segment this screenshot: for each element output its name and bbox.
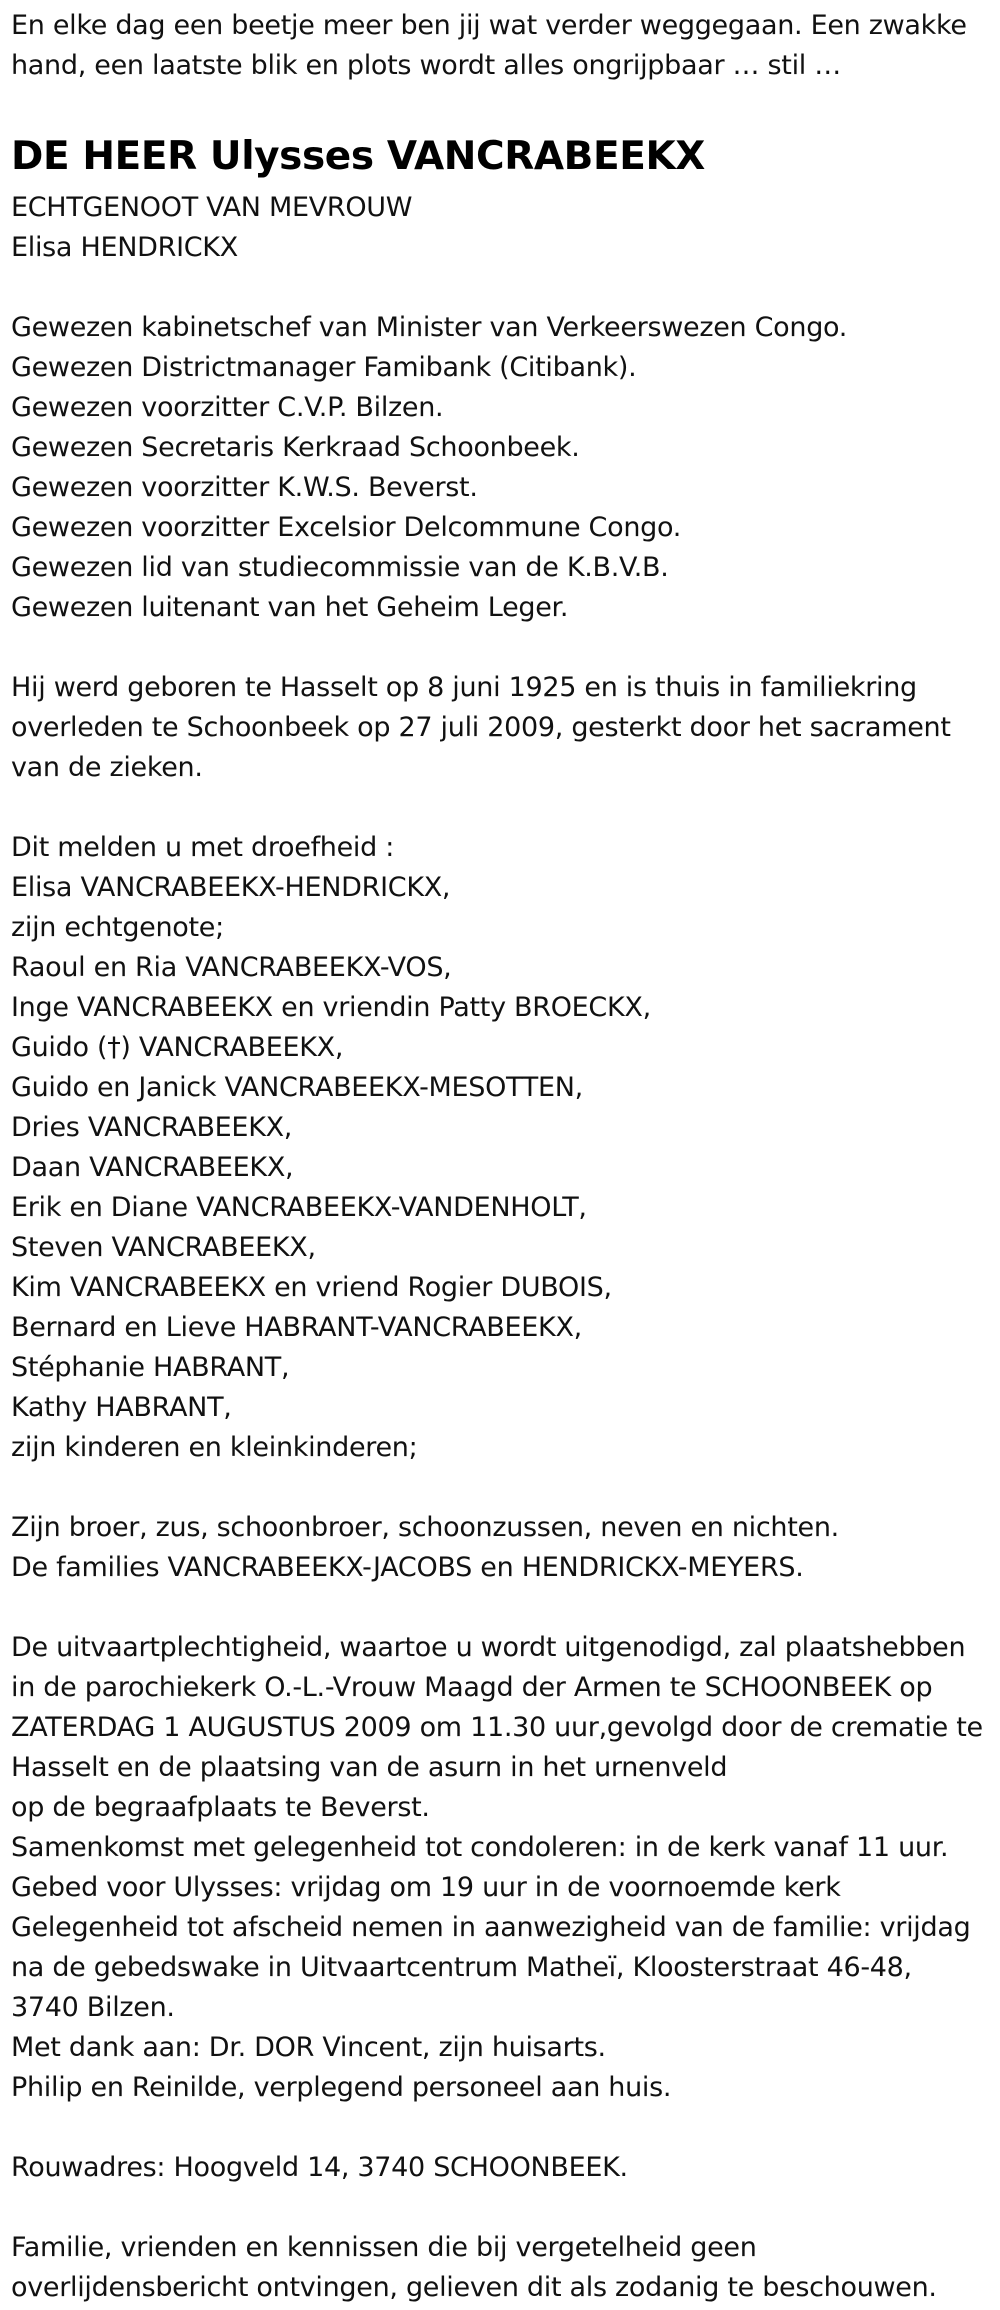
career-item: Gewezen voorzitter Excelsior Delcommune Congo. [11,512,681,543]
career-item: Gewezen lid van studiecommissie van de K.B.V.B. [11,552,669,583]
mourner-item: Bernard en Lieve HABRANT-VANCRABEEKX, [11,1312,582,1343]
funeral-line: na de gebedswake in Uitvaartcentrum Matheï, Kloosterstraat 46-48, [11,1952,912,1983]
spacer [11,1468,991,1508]
spacer [11,2188,991,2228]
funeral-line: Gebed voor Ulysses: vrijdag om 19 uur in de voornoemde kerk [11,1872,841,1903]
biography-line: Hij werd geboren te Hasselt op 8 juni 1925 en is thuis in familiekring [11,672,917,703]
funeral-line: ZATERDAG 1 AUGUSTUS 2009 om 11.30 uur,gevolgd door de crematie te [11,1712,983,1743]
obituary-notice [11,6,991,2308]
mourner-item: Elisa VANCRABEEKX-HENDRICKX, [11,872,451,903]
mourner-item: Kim VANCRABEEKX en vriend Rogier DUBOIS, [11,1272,612,1303]
mourners-list [11,828,991,1468]
mourner-item: Guido (†) VANCRABEEKX, [11,1032,344,1063]
funeral-line: 3740 Bilzen. [11,1992,175,2023]
intro-line: En elke dag een beetje meer ben jij wat verder weggegaan. Een zwakke [11,10,967,41]
spacer [11,268,991,308]
spacer [11,86,991,126]
mourner-item: Daan VANCRABEEKX, [11,1152,294,1183]
career-item: Gewezen kabinetschef van Minister van Verkeerswezen Congo. [11,312,848,343]
career-item: Gewezen voorzitter C.V.P. Bilzen. [11,392,444,423]
biography-line: van de zieken. [11,752,203,783]
intro-poem [11,6,991,86]
closing-line: overlijdensbericht ontvingen, gelieven dit als zodanig te beschouwen. [11,2272,937,2303]
funeral-line: Philip en Reinilde, verplegend personeel aan huis. [11,2072,672,2103]
career-item: Gewezen voorzitter K.W.S. Beverst. [11,472,478,503]
spouse-name: Elisa HENDRICKX [11,232,238,263]
spacer [11,788,991,828]
mourner-item: Steven VANCRABEEKX, [11,1232,316,1263]
career-item: Gewezen Districtmanager Famibank (Citibank). [11,352,637,383]
mourner-item: Kathy HABRANT, [11,1392,232,1423]
relatives [11,1508,991,1588]
mourning-address: Rouwadres: Hoogveld 14, 3740 SCHOONBEEK. [11,2152,628,2183]
career-list [11,308,991,628]
mourner-item: Raoul en Ria VANCRABEEKX-VOS, [11,952,452,983]
mourner-item: zijn kinderen en kleinkinderen; [11,1432,418,1463]
career-item: Gewezen luitenant van het Geheim Leger. [11,592,569,623]
mourner-item: zijn echtgenote; [11,912,224,943]
mourner-item: Inge VANCRABEEKX en vriendin Patty BROECKX, [11,992,651,1023]
funeral-line: Samenkomst met gelegenheid tot condoleren: in de kerk vanaf 11 uur. [11,1832,949,1863]
mourner-item: Dries VANCRABEEKX, [11,1112,293,1143]
relatives-line: Zijn broer, zus, schoonbroer, schoonzussen, neven en nichten. [11,1512,839,1543]
funeral-line: Met dank aan: Dr. DOR Vincent, zijn huisarts. [11,2032,606,2063]
spouse-label: ECHTGENOOT VAN MEVROUW [11,192,413,223]
intro-line: hand, een laatste blik en plots wordt alles ongrijpbaar … stil … [11,50,841,81]
spacer [11,628,991,668]
mourners-intro: Dit melden u met droefheid : [11,832,395,863]
biography [11,668,991,788]
closing-note [11,2228,991,2308]
deceased-name: DE HEER Ulysses VANCRABEEKX [11,134,705,179]
spacer [11,1588,991,1628]
spacer [11,2108,991,2148]
funeral-line: Gelegenheid tot afscheid nemen in aanwezigheid van de familie: vrijdag [11,1912,971,1943]
biography-line: overleden te Schoonbeek op 27 juli 2009, gesterkt door het sacrament [11,712,951,743]
mourner-item: Stéphanie HABRANT, [11,1352,290,1383]
funeral-line: op de begraafplaats te Beverst. [11,1792,430,1823]
mourner-item: Guido en Janick VANCRABEEKX-MESOTTEN, [11,1072,583,1103]
funeral-line: Hasselt en de plaatsing van de asurn in het urnenveld [11,1752,728,1783]
relatives-line: De families VANCRABEEKX-JACOBS en HENDRICKX-MEYERS. [11,1552,804,1583]
closing-line: Familie, vrienden en kennissen die bij vergetelheid geen [11,2232,757,2263]
mourner-item: Erik en Diane VANCRABEEKX-VANDENHOLT, [11,1192,587,1223]
career-item: Gewezen Secretaris Kerkraad Schoonbeek. [11,432,580,463]
funeral-details [11,1628,991,2108]
funeral-line: De uitvaartplechtigheid, waartoe u wordt uitgenodigd, zal plaatshebben [11,1632,966,1663]
funeral-line: in de parochiekerk O.-L.-Vrouw Maagd der Armen te SCHOONBEEK op [11,1672,933,1703]
